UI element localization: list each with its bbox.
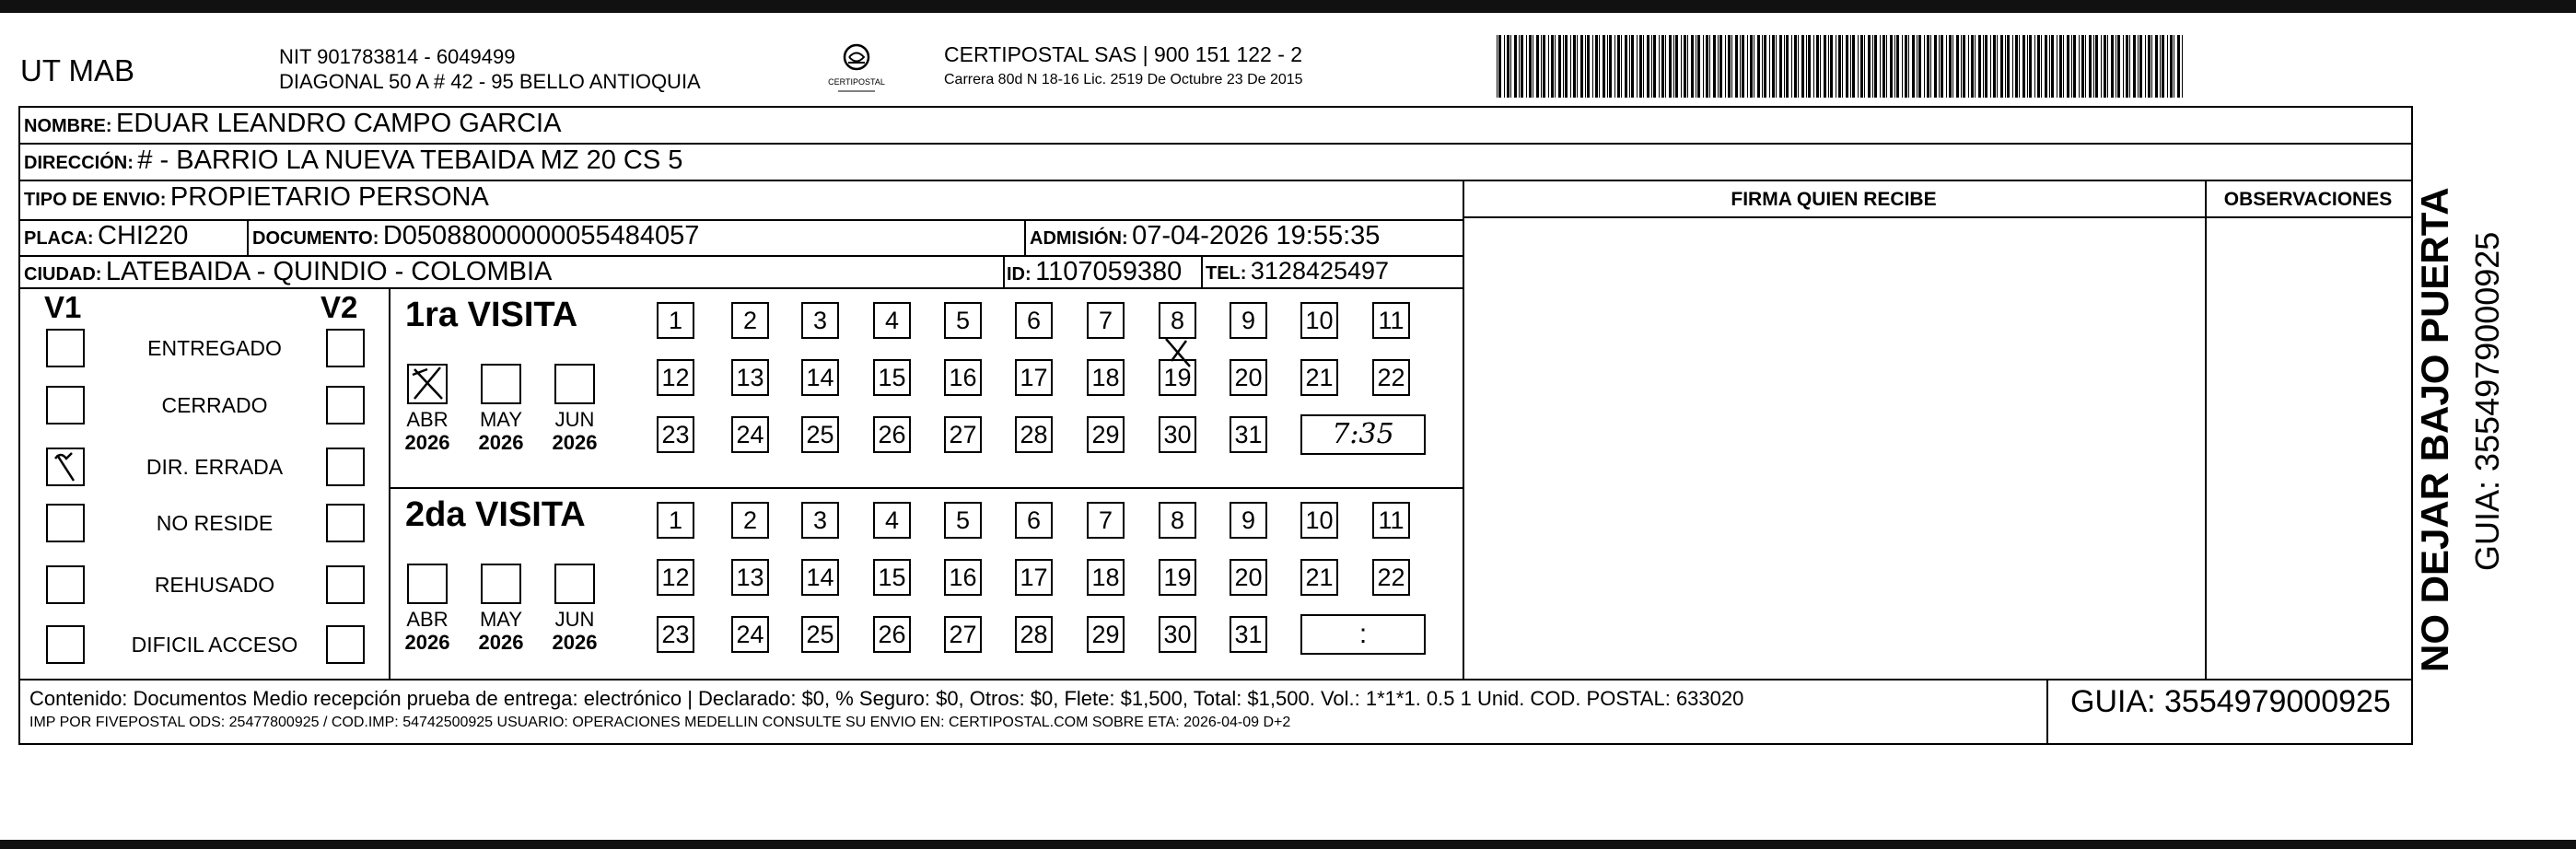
day-box[interactable] (1159, 559, 1196, 596)
day-box[interactable] (731, 302, 769, 339)
day-number: 13 (736, 564, 764, 591)
month-year: 2026 (404, 631, 450, 654)
day-box[interactable] (1230, 359, 1267, 396)
month-year: 2026 (478, 431, 524, 454)
day-box[interactable] (731, 559, 769, 596)
status-label: REHUSADO (154, 573, 275, 597)
day-box[interactable] (657, 416, 694, 453)
sender-nit: NIT 901783814 - 6049499 (279, 45, 516, 68)
footer-imp: IMP POR FIVEPOSTAL ODS: 25477800925 / COD.IMP: 54742500925 USUARIO: OPERACIONES MEDELLIN CONSULTE SU ENVIO EN: CERTIPOSTAL.COM SOBRE ETA: 2026-04-09 D+2 (29, 715, 1291, 730)
day-box[interactable] (1087, 359, 1125, 396)
status-label: ENTREGADO (147, 336, 282, 360)
v1-header: V1 (44, 290, 82, 324)
day-number: 4 (884, 506, 900, 534)
v1-checkbox[interactable] (46, 448, 85, 486)
side-guia: GUIA: 3554979000925 (2468, 231, 2506, 571)
month-name: MAY (479, 408, 523, 431)
direccion-value: # - BARRIO LA NUEVA TEBAIDA MZ 20 CS 5 (137, 145, 683, 175)
day-box[interactable] (1159, 502, 1196, 539)
tel-value: 3128425497 (1250, 257, 1390, 285)
month-label (400, 408, 455, 454)
day-number: 26 (878, 421, 906, 448)
day-box[interactable] (1372, 559, 1410, 596)
day-box[interactable] (1087, 302, 1125, 339)
day-number: 5 (955, 506, 971, 534)
day-box[interactable] (1159, 616, 1196, 653)
day-box[interactable] (657, 502, 694, 539)
delivery-form (18, 106, 2413, 745)
day-box[interactable] (801, 502, 839, 539)
sender-address: DIAGONAL 50 A # 42 - 95 BELLO ANTIOQUIA (279, 70, 701, 93)
day-number: 22 (1377, 564, 1405, 591)
day-box[interactable] (1015, 616, 1053, 653)
status-label: NO RESIDE (156, 511, 274, 535)
day-number: 30 (1163, 621, 1192, 648)
day-number: 11 (1378, 506, 1405, 534)
tel-label: TEL: (1206, 263, 1247, 284)
day-box[interactable] (801, 616, 839, 653)
day-box[interactable] (1300, 502, 1338, 539)
day-number: 16 (949, 564, 977, 591)
day-box[interactable] (1230, 559, 1267, 596)
company-address: Carrera 80d N 18-16 Lic. 2519 De Octubre 23 De 2015 (944, 72, 1303, 87)
side-warning: NO DEJAR BAJO PUERTA (2413, 187, 2456, 672)
day-number: 6 (1026, 506, 1042, 534)
day-number: 8 (1170, 506, 1185, 534)
day-number: 16 (949, 364, 977, 391)
v2-checkbox[interactable] (326, 448, 365, 486)
day-box[interactable] (873, 559, 911, 596)
day-number: 28 (1020, 421, 1048, 448)
day-box[interactable] (1230, 616, 1267, 653)
day-box[interactable] (1015, 502, 1053, 539)
day-box[interactable] (1372, 502, 1410, 539)
day-number: 13 (736, 364, 764, 391)
nombre-label: NOMBRE: (24, 116, 112, 136)
day-box[interactable] (731, 616, 769, 653)
day-number: 3 (812, 307, 828, 334)
day-box[interactable] (1372, 302, 1410, 339)
logo-text: CERTIPOSTAL (828, 77, 885, 87)
day-number: 28 (1020, 621, 1048, 648)
day-number: 2 (742, 307, 758, 334)
day-number: 25 (806, 621, 834, 648)
admision-value: 07-04-2026 19:55:35 (1132, 221, 1381, 250)
day-number: 18 (1091, 564, 1120, 591)
day-number: 1 (668, 506, 683, 534)
day-box[interactable] (731, 416, 769, 453)
day-box[interactable] (1300, 302, 1338, 339)
nombre-field (24, 109, 561, 139)
ciudad-label: CIUDAD: (24, 264, 102, 285)
month-year: 2026 (404, 431, 450, 454)
month-year: 2026 (552, 631, 598, 654)
day-number: 19 (1163, 364, 1192, 391)
day-number: 20 (1234, 364, 1263, 391)
day-number: 20 (1234, 564, 1263, 591)
v2-checkbox[interactable] (326, 329, 365, 367)
day-box[interactable] (657, 359, 694, 396)
day-box[interactable] (1087, 416, 1125, 453)
id-value: 1107059380 (1035, 257, 1183, 286)
direccion-label: DIRECCIÓN: (24, 153, 134, 173)
day-box[interactable] (1300, 559, 1338, 596)
day-number: 9 (1241, 506, 1256, 534)
day-number: 29 (1091, 621, 1120, 648)
placa-label: PLACA: (24, 228, 94, 249)
certipostal-logo-icon (822, 41, 892, 98)
day-number: 9 (1241, 307, 1256, 334)
day-box[interactable] (1159, 359, 1196, 396)
ciudad-value: LATEBAIDA - QUINDIO - COLOMBIA (105, 257, 553, 286)
direccion-field (24, 145, 682, 176)
day-box[interactable] (801, 302, 839, 339)
day-number: 12 (661, 564, 690, 591)
visit-title: 2da VISITA (405, 495, 586, 534)
day-box[interactable] (1300, 359, 1338, 396)
day-number: 23 (661, 421, 690, 448)
day-box[interactable] (944, 359, 982, 396)
v2-checkbox[interactable] (326, 565, 365, 604)
placa-field (24, 221, 188, 251)
day-number: 31 (1234, 421, 1263, 448)
day-number: 31 (1234, 621, 1263, 648)
observaciones-header: OBSERVACIONES (2223, 189, 2393, 210)
v1-checkbox[interactable] (46, 625, 85, 664)
month-name: ABR (406, 608, 449, 631)
day-number: 17 (1020, 364, 1048, 391)
admision-label: ADMISIÓN: (1030, 228, 1128, 249)
v1-checkbox[interactable] (46, 504, 85, 542)
v2-checkbox[interactable] (326, 625, 365, 664)
day-box[interactable] (1230, 502, 1267, 539)
day-number: 21 (1305, 364, 1334, 391)
day-number: 3 (812, 506, 828, 534)
sender-info (279, 44, 701, 94)
month-checkbox[interactable] (481, 564, 521, 604)
day-box[interactable] (1015, 359, 1053, 396)
day-box[interactable] (801, 559, 839, 596)
month-name: MAY (479, 608, 523, 631)
day-box[interactable] (1087, 559, 1125, 596)
day-number: 29 (1091, 421, 1120, 448)
day-box[interactable] (873, 502, 911, 539)
month-name: JUN (554, 408, 595, 431)
firma-header: FIRMA QUIEN RECIBE (1731, 189, 1937, 210)
day-number: 1 (668, 307, 683, 334)
month-label (400, 608, 455, 654)
day-number: 18 (1091, 364, 1120, 391)
placa-value: CHI220 (98, 221, 189, 250)
day-box[interactable] (657, 559, 694, 596)
top-border (0, 0, 2576, 13)
footer-contenido: Contenido: Documentos Medio recepción prueba de entrega: electrónico | Declarado: $0, % Seguro: $0, Otros: $0, Flete: $1,500, Total: $1,500. Vol.: 1*1*1. 0.5 1 Unid. COD. POSTAL: 633020 (29, 687, 1744, 710)
day-number: 11 (1378, 307, 1405, 334)
month-checkbox[interactable] (407, 364, 448, 404)
client-code: UT MAB (20, 53, 135, 87)
day-box[interactable] (1015, 302, 1053, 339)
day-number: 27 (949, 621, 977, 648)
v2-header: V2 (321, 290, 358, 324)
day-number: 24 (736, 421, 764, 448)
month-checkbox[interactable] (554, 364, 595, 404)
day-box[interactable] (1015, 416, 1053, 453)
day-number: 23 (661, 621, 690, 648)
footer-guia: GUIA: 3554979000925 (2070, 684, 2391, 719)
admision-field (1030, 221, 1380, 251)
day-box[interactable] (657, 302, 694, 339)
status-label: DIFICIL ACCESO (131, 633, 298, 657)
tel-field (1206, 257, 1389, 285)
month-label (473, 608, 529, 654)
barcode (1497, 35, 2187, 98)
day-number: 7 (1098, 506, 1113, 534)
day-number: 10 (1305, 307, 1334, 334)
day-number: 26 (878, 621, 906, 648)
day-box[interactable] (801, 416, 839, 453)
day-box[interactable] (944, 559, 982, 596)
ciudad-field (24, 257, 552, 287)
documento-field (252, 221, 699, 251)
id-field (1007, 257, 1182, 287)
month-checkbox[interactable] (407, 564, 448, 604)
v1-checkbox[interactable] (46, 565, 85, 604)
day-box[interactable] (1159, 416, 1196, 453)
day-number: 6 (1026, 307, 1042, 334)
day-box[interactable] (873, 616, 911, 653)
day-box[interactable] (944, 416, 982, 453)
day-number: 5 (955, 307, 971, 334)
day-number: 15 (878, 364, 906, 391)
day-box[interactable] (731, 359, 769, 396)
month-name: JUN (554, 608, 595, 631)
day-box[interactable] (873, 359, 911, 396)
day-box[interactable] (1015, 559, 1053, 596)
day-number: 8 (1170, 307, 1185, 334)
day-box[interactable] (801, 359, 839, 396)
day-box[interactable] (731, 502, 769, 539)
day-number: 2 (742, 506, 758, 534)
day-number: 15 (878, 564, 906, 591)
documento-label: DOCUMENTO: (252, 228, 379, 249)
tipo-envio-field (24, 182, 489, 213)
time-box[interactable]: 7:35 (1300, 414, 1426, 455)
tipo-envio-value: PROPIETARIO PERSONA (169, 182, 489, 212)
v1-checkbox[interactable] (46, 329, 85, 367)
day-box[interactable] (1372, 359, 1410, 396)
day-number: 22 (1377, 364, 1405, 391)
day-number: 7 (1098, 307, 1113, 334)
month-year: 2026 (478, 631, 524, 654)
day-number: 21 (1305, 564, 1334, 591)
month-label (547, 608, 602, 654)
status-label: CERRADO (161, 393, 268, 417)
status-label: DIR. ERRADA (146, 455, 284, 479)
documento-value: D05088000000055484057 (382, 221, 700, 250)
day-number: 19 (1163, 564, 1192, 591)
day-box[interactable] (873, 302, 911, 339)
day-number: 30 (1163, 421, 1192, 448)
id-label: ID: (1007, 264, 1032, 285)
month-label (547, 408, 602, 454)
day-box[interactable] (944, 616, 982, 653)
day-number: 10 (1305, 506, 1334, 534)
v2-checkbox[interactable] (326, 386, 365, 424)
day-box[interactable] (944, 302, 982, 339)
month-checkbox[interactable] (554, 564, 595, 604)
day-number: 27 (949, 421, 977, 448)
day-box[interactable] (1087, 502, 1125, 539)
v1-checkbox[interactable] (46, 386, 85, 424)
bottom-border (0, 840, 2576, 849)
nombre-value: EDUAR LEANDRO CAMPO GARCIA (116, 109, 562, 138)
day-number: 25 (806, 421, 834, 448)
day-box[interactable] (1159, 302, 1196, 339)
time-box[interactable]: : (1300, 614, 1426, 655)
month-name: ABR (406, 408, 449, 431)
month-year: 2026 (552, 431, 598, 454)
day-number: 4 (884, 307, 900, 334)
day-number: 17 (1020, 564, 1048, 591)
company-name: CERTIPOSTAL SAS | 900 151 122 - 2 (944, 42, 1303, 66)
visit-title: 1ra VISITA (405, 296, 578, 334)
day-box[interactable] (657, 616, 694, 653)
day-number: 14 (806, 364, 834, 391)
day-number: 24 (736, 621, 764, 648)
day-number: 12 (661, 364, 690, 391)
day-number: 14 (806, 564, 834, 591)
month-label (473, 408, 529, 454)
v2-checkbox[interactable] (326, 504, 365, 542)
day-box[interactable] (1087, 616, 1125, 653)
tipo-envio-label: TIPO DE ENVIO: (24, 190, 167, 210)
month-checkbox[interactable] (481, 364, 521, 404)
day-box[interactable] (873, 416, 911, 453)
day-box[interactable] (1230, 416, 1267, 453)
day-box[interactable] (944, 502, 982, 539)
day-box[interactable] (1230, 302, 1267, 339)
